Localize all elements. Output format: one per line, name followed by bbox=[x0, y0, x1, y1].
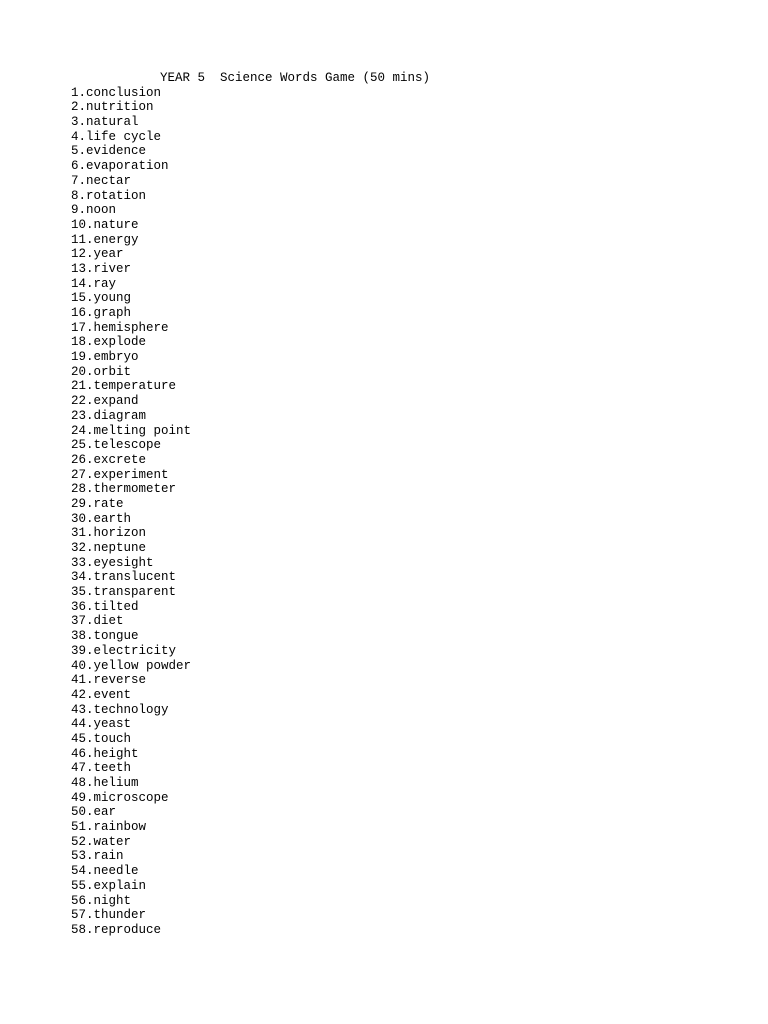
list-item: 15.young bbox=[71, 291, 132, 306]
list-item: 8.rotation bbox=[71, 188, 147, 203]
list-item: 22.expand bbox=[71, 394, 139, 409]
list-item: 11.energy bbox=[71, 232, 139, 247]
list-item: 40.yellow powder bbox=[71, 658, 192, 673]
list-item: 43.technology bbox=[71, 702, 169, 717]
list-item: 56.night bbox=[71, 893, 132, 908]
list-item: 49.microscope bbox=[71, 790, 169, 805]
list-item: 23.diagram bbox=[71, 408, 147, 423]
list-item: 41.reverse bbox=[71, 673, 147, 688]
list-item: 44.yeast bbox=[71, 717, 132, 732]
list-item: 42.event bbox=[71, 687, 132, 702]
list-item: 5.evidence bbox=[71, 144, 147, 159]
list-item: 51.rainbow bbox=[71, 820, 147, 835]
list-item: 33.eyesight bbox=[71, 555, 154, 570]
document-title: YEAR 5 Science Words Game (50 mins) bbox=[160, 71, 431, 85]
list-item: 34.translucent bbox=[71, 570, 177, 585]
list-item: 28.thermometer bbox=[71, 482, 177, 497]
list-item: 55.explain bbox=[71, 878, 147, 893]
list-item: 29.rate bbox=[71, 496, 124, 511]
document-page bbox=[71, 71, 671, 938]
list-item: 1.conclusion bbox=[71, 85, 162, 100]
list-item: 21.temperature bbox=[71, 379, 177, 394]
list-item: 38.tongue bbox=[71, 629, 139, 644]
list-item: 37.diet bbox=[71, 614, 124, 629]
list-item: 31.horizon bbox=[71, 526, 147, 541]
list-item: 2.nutrition bbox=[71, 100, 154, 115]
list-item: 45.touch bbox=[71, 731, 132, 746]
list-item: 7.nectar bbox=[71, 173, 132, 188]
list-item: 46.height bbox=[71, 746, 139, 761]
list-item: 27.experiment bbox=[71, 467, 169, 482]
list-item: 30.earth bbox=[71, 511, 132, 526]
list-item: 54.needle bbox=[71, 864, 139, 879]
list-item: 20.orbit bbox=[71, 364, 132, 379]
list-item: 4.life cycle bbox=[71, 129, 162, 144]
list-item: 3.natural bbox=[71, 115, 139, 130]
list-item: 50.ear bbox=[71, 805, 117, 820]
list-item: 26.excrete bbox=[71, 452, 147, 467]
list-item: 18.explode bbox=[71, 335, 147, 350]
list-item: 17.hemisphere bbox=[71, 320, 169, 335]
list-item: 19.embryo bbox=[71, 350, 139, 365]
list-item: 48.helium bbox=[71, 776, 139, 790]
list-item: 14.ray bbox=[71, 276, 117, 291]
list-item: 35.transparent bbox=[71, 585, 177, 600]
list-item: 9.noon bbox=[71, 203, 117, 218]
list-item: 36.tilted bbox=[71, 599, 139, 614]
list-item: 52.water bbox=[71, 834, 132, 849]
list-item: 6.evaporation bbox=[71, 159, 169, 174]
list-item: 32.neptune bbox=[71, 541, 147, 555]
list-item: 10.nature bbox=[71, 217, 139, 232]
list-item: 47.teeth bbox=[71, 761, 132, 776]
word-list bbox=[71, 86, 671, 938]
list-item: 58.reproduce bbox=[71, 922, 162, 937]
list-item: 24.melting point bbox=[71, 423, 192, 438]
list-item: 12.year bbox=[71, 247, 124, 262]
list-item: 13.river bbox=[71, 261, 132, 276]
list-item: 25.telescope bbox=[71, 438, 162, 453]
list-item: 39.electricity bbox=[71, 643, 177, 658]
list-item: 53.rain bbox=[71, 849, 124, 864]
list-item: 57.thunder bbox=[71, 908, 147, 923]
list-item: 16.graph bbox=[71, 306, 132, 320]
